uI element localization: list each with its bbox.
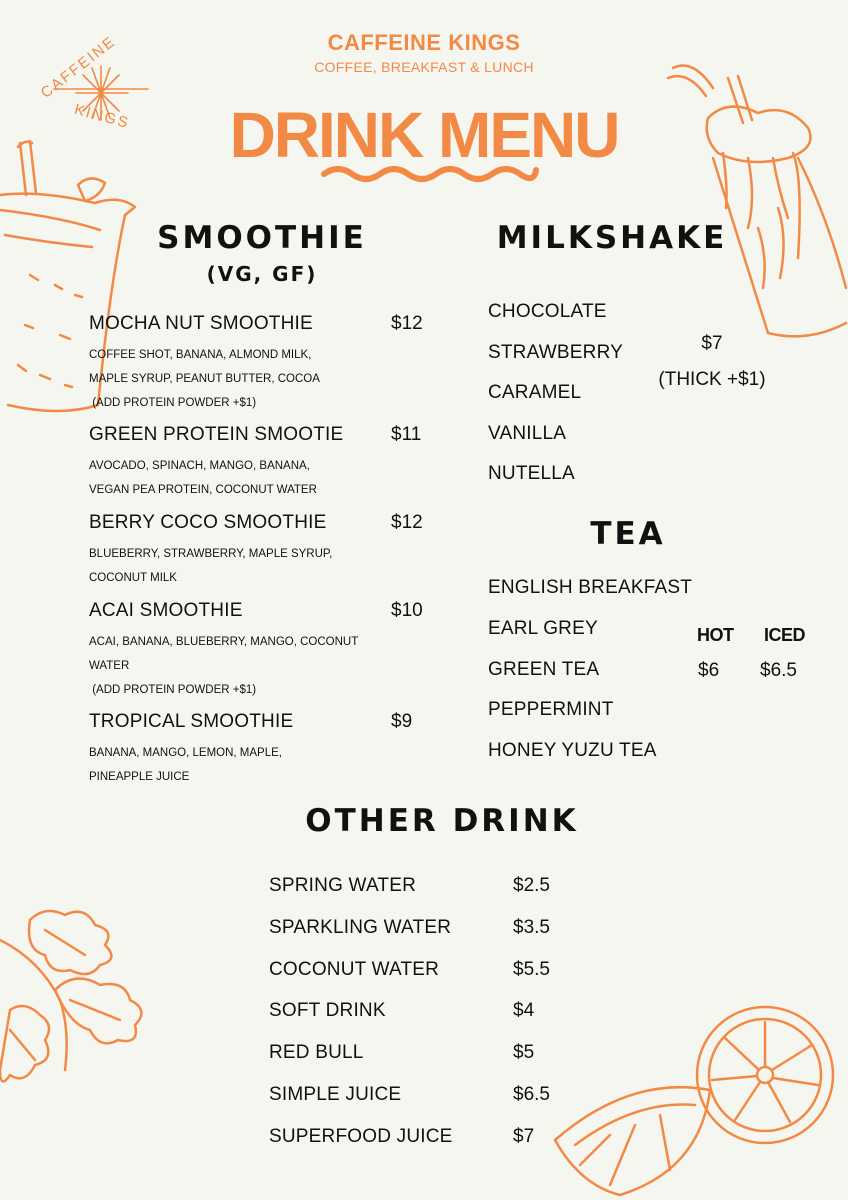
list-item bbox=[89, 711, 469, 799]
list-item: CHOCOLATE bbox=[488, 301, 607, 322]
item-desc: COCONUT MILK bbox=[89, 572, 177, 584]
item-desc: MAPLE SYRUP, PEANUT BUTTER, COCOA bbox=[89, 373, 320, 385]
page-title: DRINK MENU bbox=[229, 99, 619, 171]
item-name: GREEN PROTEIN SMOOTIE bbox=[89, 424, 344, 445]
item-desc: PINEAPPLE JUICE bbox=[89, 771, 190, 783]
tea-title: TEA bbox=[590, 516, 666, 552]
orange-slices-icon bbox=[550, 1000, 848, 1200]
list-item bbox=[89, 512, 469, 600]
item-price: $3.5 bbox=[513, 916, 550, 938]
milkshake-note: (THICK +$1) bbox=[658, 369, 766, 390]
item-name: SIMPLE JUICE bbox=[269, 1083, 402, 1105]
item-name: TROPICAL SMOOTHIE bbox=[89, 711, 294, 732]
item-desc: COFFEE SHOT, BANANA, ALMOND MILK, bbox=[89, 349, 312, 361]
milkshake-price: $7 bbox=[701, 333, 723, 354]
item-price: $12 bbox=[391, 313, 423, 334]
item-name: SPARKLING WATER bbox=[269, 916, 452, 938]
list-item: NUTELLA bbox=[488, 463, 575, 484]
list-item: PEPPERMINT bbox=[488, 699, 614, 721]
item-name: BERRY COCO SMOOTHIE bbox=[89, 512, 327, 533]
list-item: GREEN TEA bbox=[488, 658, 600, 680]
item-desc: WATER bbox=[89, 660, 130, 672]
smoothie-subtitle: (VG, GF) bbox=[206, 262, 318, 286]
list-item bbox=[89, 424, 469, 512]
list-item bbox=[89, 313, 469, 424]
list-item bbox=[269, 991, 569, 1033]
item-name: SUPERFOOD JUICE bbox=[269, 1125, 453, 1147]
list-item bbox=[269, 1075, 569, 1117]
item-price: $11 bbox=[391, 424, 422, 445]
item-desc: VEGAN PEA PROTEIN, COCONUT WATER bbox=[89, 484, 317, 496]
list-item bbox=[269, 866, 569, 908]
item-price: $12 bbox=[391, 512, 423, 533]
item-name: RED BULL bbox=[269, 1042, 364, 1064]
milkshake-list bbox=[488, 292, 623, 495]
logo-text-bottom: KINGS bbox=[72, 100, 132, 133]
smoothie-title: SMOOTHIE bbox=[157, 220, 367, 256]
item-name: SPRING WATER bbox=[269, 875, 417, 896]
item-name: MOCHA NUT SMOOTHIE bbox=[89, 313, 313, 334]
tea-hot-price: $6 bbox=[698, 660, 720, 681]
item-name: COCONUT WATER bbox=[269, 958, 440, 980]
list-item: EARL GREY bbox=[488, 617, 598, 639]
item-price: $6.5 bbox=[513, 1083, 550, 1105]
list-item: STRAWBERRY bbox=[488, 341, 624, 363]
item-desc: (ADD PROTEIN POWDER +$1) bbox=[89, 684, 257, 696]
item-price: $4 bbox=[513, 1000, 535, 1022]
oak-leaves-icon bbox=[0, 900, 170, 1100]
other-list bbox=[269, 866, 569, 1159]
item-price: $5 bbox=[513, 1042, 535, 1064]
item-price: $10 bbox=[391, 600, 423, 621]
tea-iced-price: $6.5 bbox=[760, 660, 797, 681]
item-desc: AVOCADO, SPINACH, MANGO, BANANA, bbox=[89, 460, 310, 472]
milkshake-title: MILKSHAKE bbox=[496, 220, 728, 256]
brand-name: CAFFEINE KINGS bbox=[327, 30, 521, 55]
item-desc: (ADD PROTEIN POWDER +$1) bbox=[89, 397, 257, 409]
item-desc: BLUEBERRY, STRAWBERRY, MAPLE SYRUP, bbox=[89, 548, 333, 560]
list-item bbox=[269, 950, 569, 992]
smoothie-list bbox=[89, 313, 469, 799]
item-price: $5.5 bbox=[513, 958, 550, 980]
list-item: VANILLA bbox=[488, 422, 567, 444]
item-name: ACAI SMOOTHIE bbox=[89, 600, 243, 621]
list-item: ENGLISH BREAKFAST bbox=[488, 577, 693, 598]
list-item bbox=[89, 600, 469, 711]
tea-list bbox=[488, 568, 692, 772]
item-desc: ACAI, BANANA, BLUEBERRY, MANGO, COCONUT bbox=[89, 636, 359, 648]
tea-iced-label: ICED bbox=[764, 625, 806, 645]
brand-tagline: COFFEE, BREAKFAST & LUNCH bbox=[314, 59, 534, 75]
wave-icon bbox=[320, 162, 540, 186]
logo-text-top: CAFFEINE bbox=[37, 32, 120, 102]
item-name: SOFT DRINK bbox=[269, 1000, 386, 1022]
item-desc: BANANA, MANGO, LEMON, MAPLE, bbox=[89, 747, 282, 759]
list-item bbox=[269, 1033, 569, 1075]
other-title: OTHER DRINK bbox=[305, 803, 579, 839]
list-item bbox=[269, 908, 569, 950]
item-price: $2.5 bbox=[513, 875, 550, 896]
item-price: $7 bbox=[513, 1125, 535, 1147]
item-price: $9 bbox=[391, 711, 413, 732]
list-item: CARAMEL bbox=[488, 382, 582, 403]
tea-hot-label: HOT bbox=[697, 625, 734, 645]
list-item bbox=[269, 1117, 569, 1159]
list-item: HONEY YUZU TEA bbox=[488, 740, 657, 762]
